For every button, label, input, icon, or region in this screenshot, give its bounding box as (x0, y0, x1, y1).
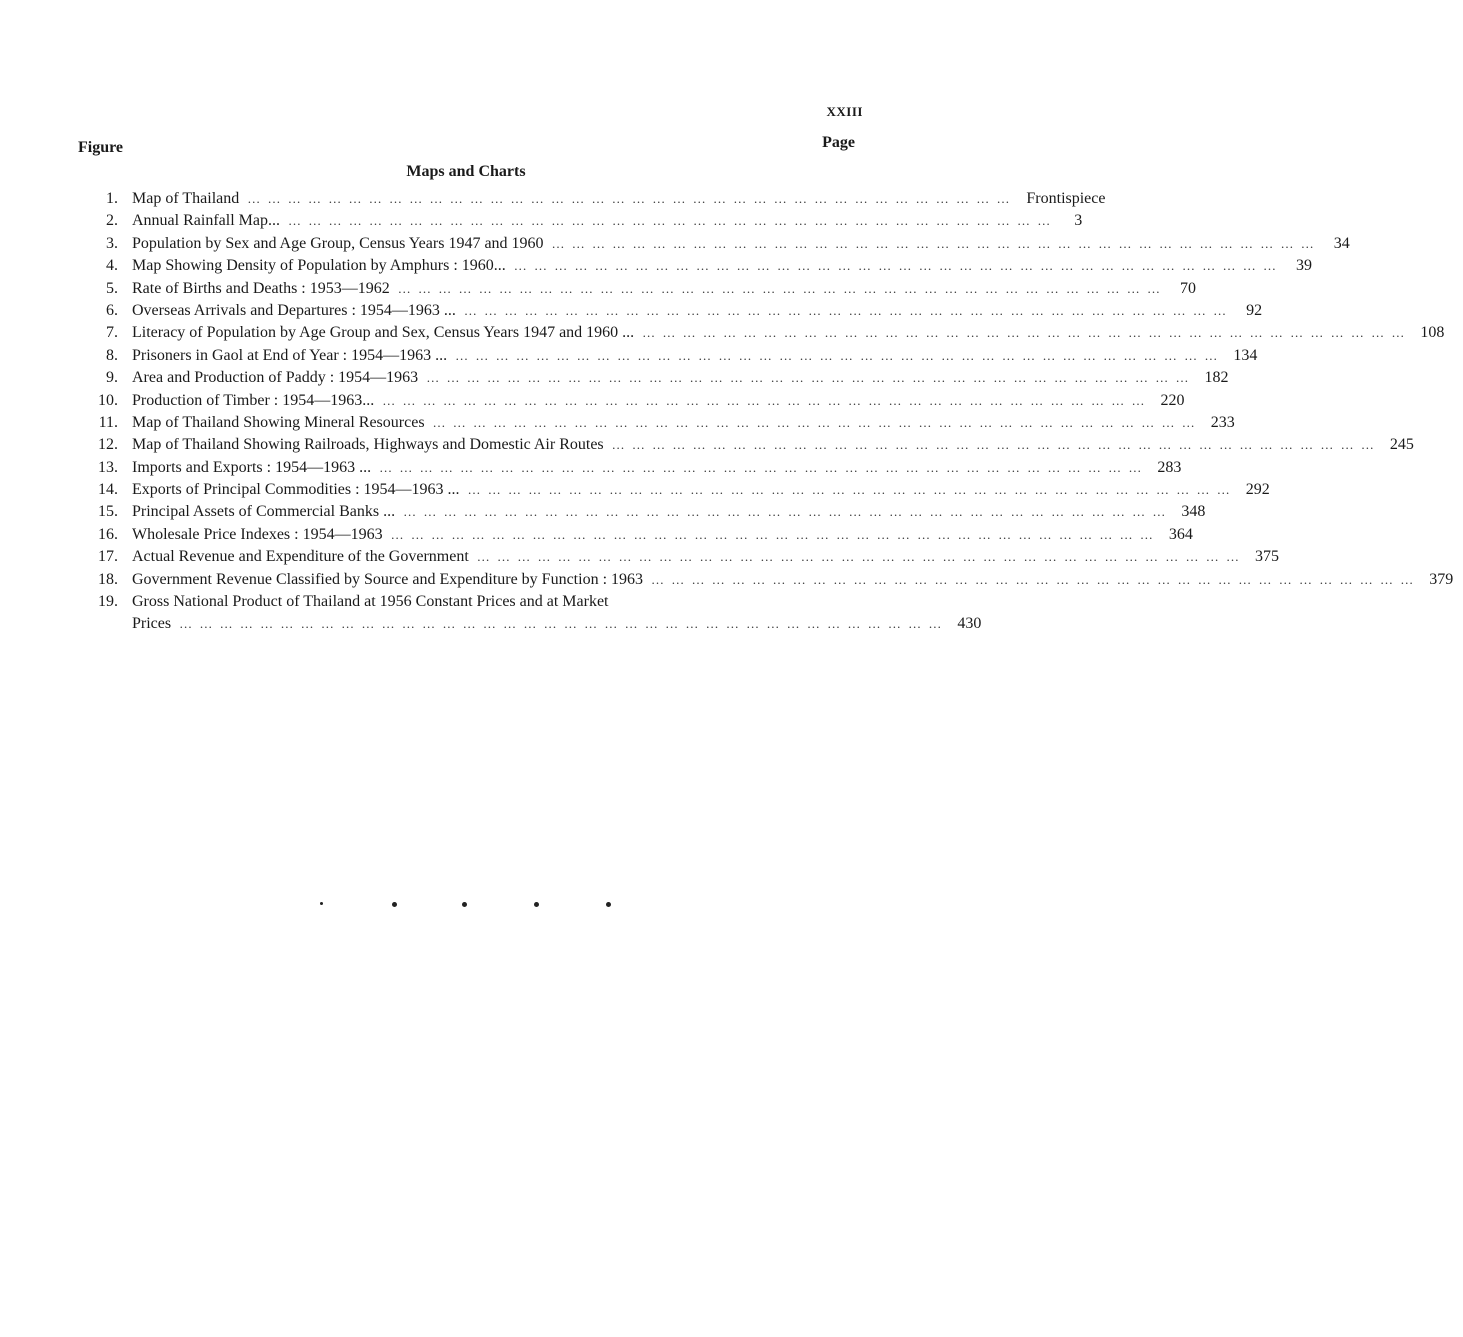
entry-page: 108 (1420, 324, 1445, 342)
dot-leader (375, 457, 1147, 479)
entry-page: 233 (1210, 413, 1235, 431)
entry-title: Literacy of Population by Age Group and Sex, Census Years 1947 and 1960 ... (132, 324, 635, 342)
dot-leader (378, 390, 1150, 412)
toc-entry (82, 546, 1280, 568)
entry-title: Area and Production of Paddy : 1954—1963 (132, 369, 419, 387)
entry-page: 39 (1296, 257, 1313, 275)
dot-leader (394, 278, 1166, 300)
toc-entry (82, 233, 1350, 255)
toc-entry (82, 300, 1263, 322)
toc-entry (82, 345, 1258, 367)
toc-entry (82, 390, 1185, 412)
entry-page: 34 (1333, 234, 1350, 252)
entry-page: 375 (1255, 548, 1280, 566)
dot-leader (608, 434, 1380, 456)
ornament-dot (320, 902, 323, 905)
entry-title: Imports and Exports : 1954—1963 ... (132, 458, 372, 476)
entry-number: 3. (106, 234, 118, 252)
entry-number: 4. (106, 257, 118, 275)
entry-number: 2. (106, 212, 118, 230)
entry-number: 5. (106, 279, 118, 297)
entry-page: 182 (1204, 369, 1229, 387)
entry-number: 19. (98, 593, 118, 611)
page-number: XXIII (826, 104, 863, 119)
toc-entry (82, 412, 1235, 434)
entry-number: 12. (98, 436, 118, 454)
entry-title: Population by Sex and Age Group, Census Years 1947 and 1960 (132, 234, 544, 252)
entry-page: 283 (1157, 458, 1182, 476)
dot-leader (647, 569, 1419, 591)
toc-entry (82, 569, 1454, 591)
table-of-figures (82, 188, 1454, 636)
entry-number: 15. (98, 503, 118, 521)
toc-entry (82, 457, 1182, 479)
entry-page: 245 (1389, 436, 1414, 454)
entry-page: 92 (1246, 301, 1263, 319)
entry-title: Prisoners in Gaol at End of Year : 1954—1963 ... (132, 346, 448, 364)
entry-number: 6. (106, 301, 118, 319)
toc-entry (82, 434, 1414, 456)
entry-number: 10. (98, 391, 118, 409)
dot-leader (473, 546, 1245, 568)
ornament-dot (392, 902, 397, 907)
dot-leader (387, 524, 1159, 546)
entry-title: Map of Thailand Showing Railroads, Highways and Domestic Air Routes (132, 436, 604, 454)
toc-entry (82, 524, 1193, 546)
entry-number: 9. (106, 369, 118, 387)
dot-leader (429, 412, 1201, 434)
dot-leader (422, 367, 1194, 389)
entry-page: 364 (1168, 525, 1193, 543)
entry-title: Overseas Arrivals and Departures : 1954—1963 ... (132, 301, 456, 319)
dot-leader (548, 233, 1320, 255)
entry-number: 14. (98, 481, 118, 499)
entry-title: Principal Assets of Commercial Banks ... (132, 503, 396, 521)
entry-number: 1. (106, 190, 118, 207)
dot-leader (460, 300, 1232, 322)
entry-page: 348 (1181, 503, 1206, 521)
entry-title-continuation: Prices (132, 615, 172, 633)
toc-entry-continuation (82, 613, 982, 635)
toc-entry (82, 591, 862, 613)
dot-leader (399, 501, 1171, 523)
ornament-dot (462, 902, 467, 907)
entry-number: 17. (98, 548, 118, 566)
entry-title: Production of Timber : 1954—1963... (132, 391, 375, 409)
toc-entry (82, 188, 1106, 210)
dot-leader (284, 210, 1056, 232)
page-column-heading: Page (822, 134, 855, 151)
entry-title: Map Showing Density of Population by Amphurs : 1960... (132, 257, 506, 275)
entry-page: 220 (1160, 391, 1185, 409)
entry-title: Map of Thailand (132, 190, 240, 207)
entry-number: 13. (98, 458, 118, 476)
entry-page: 3 (1074, 212, 1083, 230)
entry-number: 11. (98, 413, 118, 431)
entry-title: Wholesale Price Indexes : 1954—1963 (132, 525, 383, 543)
section-end-ornament (316, 898, 616, 912)
entry-title: Rate of Births and Deaths : 1953—1962 (132, 279, 390, 297)
toc-entry (82, 255, 1313, 277)
dot-leader (451, 345, 1223, 367)
ornament-dot (606, 902, 611, 907)
entry-number: 16. (98, 525, 118, 543)
entry-number: 7. (106, 324, 118, 342)
entry-number: 18. (98, 570, 118, 588)
entry-title: Map of Thailand Showing Mineral Resources (132, 413, 425, 431)
section-title: Maps and Charts (406, 163, 526, 180)
entry-title: Exports of Principal Commodities : 1954—1963 ... (132, 481, 460, 499)
toc-entry (82, 479, 1270, 501)
dot-leader (510, 255, 1282, 277)
toc-entry (82, 322, 1445, 344)
figure-column-heading: Figure (78, 139, 124, 156)
entry-title: Gross National Product of Thailand at 1956 Constant Prices and at Market (132, 593, 609, 611)
entry-number: 8. (106, 346, 118, 364)
toc-entry (82, 210, 1083, 232)
ornament-dot (534, 902, 539, 907)
toc-entry (82, 501, 1206, 523)
entry-title: Annual Rainfall Map... (132, 212, 280, 230)
entry-page: 70 (1180, 279, 1196, 297)
entry-title: Government Revenue Classified by Source and Expenditure by Function : 1963 (132, 570, 644, 588)
toc-entry (82, 367, 1229, 389)
entry-page: 292 (1245, 481, 1270, 499)
dot-leader (243, 188, 1015, 210)
dot-leader (464, 479, 1236, 501)
entry-page: Frontispiece (1026, 190, 1106, 207)
entry-title: Actual Revenue and Expenditure of the Government (132, 548, 469, 566)
dot-leader (175, 613, 947, 635)
entry-page: 379 (1429, 570, 1454, 588)
entry-page: 134 (1233, 346, 1258, 364)
toc-entry (82, 278, 1196, 300)
entry-page: 430 (957, 615, 982, 633)
dot-leader (638, 322, 1410, 344)
